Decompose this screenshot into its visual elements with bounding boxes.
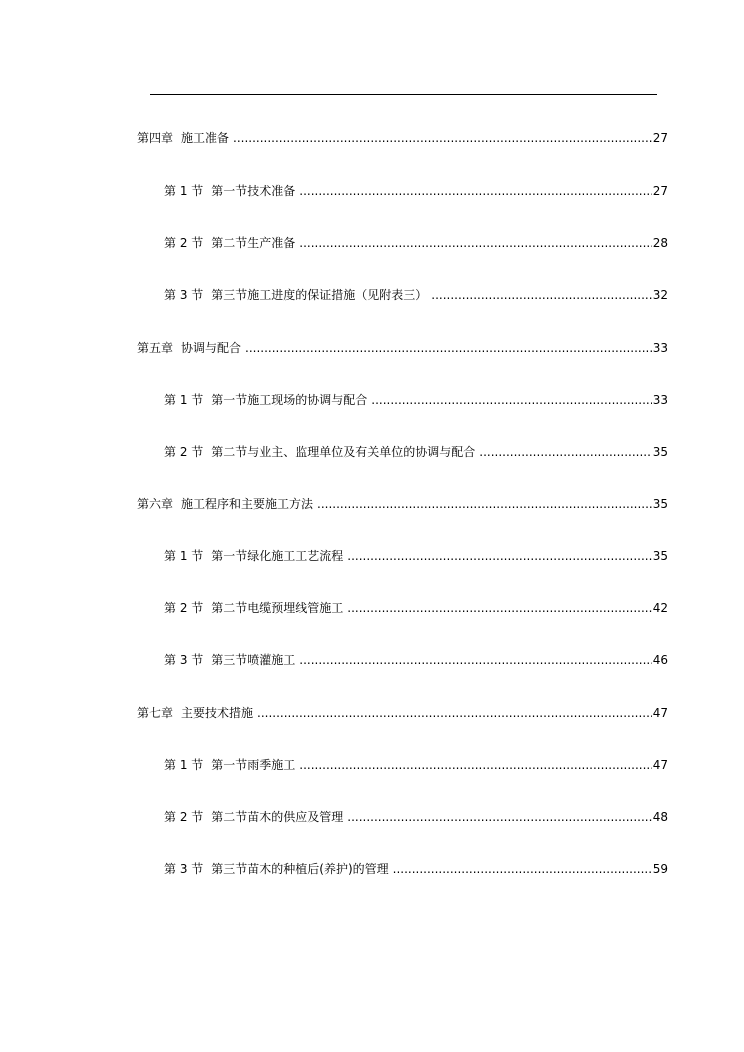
dot-leader [299,233,651,253]
toc-entry-title: 第一节施工现场的协调与配合 [211,393,368,407]
toc-entry-page: 33 [652,393,668,407]
dot-leader [347,807,651,827]
toc-entry-section[interactable] [164,181,668,201]
dot-leader [299,650,651,670]
toc-entry-section[interactable] [164,390,668,410]
toc-entry-page: 35 [652,549,668,563]
toc-entry-section[interactable] [164,650,668,670]
toc-entry-number: 第 3 节 [164,653,204,667]
toc-entry-page: 35 [652,497,668,511]
dot-leader [347,546,651,566]
toc-entry-title: 第二节电缆预埋线管施工 [211,601,344,615]
toc-entry-number: 第 1 节 [164,758,204,772]
toc-entry-chapter-5[interactable] [137,338,668,358]
toc-entry-page: 42 [652,601,668,615]
toc-entry-title: 施工准备 [181,131,230,145]
toc-entry-page: 27 [652,184,668,198]
toc-entry-section[interactable] [164,233,668,253]
toc-entry-page: 47 [652,706,668,720]
toc-entry-number: 第 3 节 [164,288,204,302]
dot-leader [233,128,652,148]
toc-entry-page: 47 [652,758,668,772]
toc-entry-page: 32 [652,288,668,302]
toc-entry-section[interactable] [164,442,668,462]
toc-entry-title: 第三节施工进度的保证措施（见附表三） [211,288,428,302]
toc-entry-number: 第 1 节 [164,393,204,407]
toc-entry-page: 59 [652,862,668,876]
toc-entry-number: 第四章 [137,131,174,145]
toc-entry-page: 35 [652,445,668,459]
toc-entry-page: 46 [652,653,668,667]
toc-entry-page: 27 [652,131,668,145]
toc-entry-number: 第 2 节 [164,810,204,824]
toc-entry-number: 第 2 节 [164,445,204,459]
toc-entry-page: 33 [652,341,668,355]
toc-entry-section[interactable] [164,807,668,827]
toc-entry-title: 主要技术措施 [181,706,254,720]
dot-leader [431,285,651,305]
toc-entry-number: 第 3 节 [164,862,204,876]
dot-leader [347,598,651,618]
toc-entry-title: 第二节生产准备 [211,236,296,250]
dot-leader [299,755,651,775]
toc-entry-section[interactable] [164,859,668,879]
dot-leader [245,338,652,358]
toc-entry-title: 第三节喷灌施工 [211,653,296,667]
toc-entry-number: 第六章 [137,497,174,511]
toc-entry-number: 第 2 节 [164,236,204,250]
toc-entry-title: 第二节与业主、监理单位及有关单位的协调与配合 [211,445,476,459]
dot-leader [317,494,652,514]
toc-entry-title: 第一节雨季施工 [211,758,296,772]
toc-entry-number: 第 1 节 [164,549,204,563]
toc-entry-section[interactable] [164,546,668,566]
toc-entry-chapter-6[interactable] [137,494,668,514]
toc-entry-number: 第 2 节 [164,601,204,615]
toc-entry-title: 协调与配合 [181,341,242,355]
toc-entry-number: 第 1 节 [164,184,204,198]
dot-leader [393,859,652,879]
dot-leader [257,703,652,723]
toc-entry-section[interactable] [164,285,668,305]
toc-entry-page: 28 [652,236,668,250]
toc-entry-number: 第七章 [137,706,174,720]
toc-entry-page: 48 [652,810,668,824]
toc-entry-section[interactable] [164,598,668,618]
toc-entry-number: 第五章 [137,341,174,355]
toc-entry-title: 第二节苗木的供应及管理 [211,810,344,824]
toc-entry-title: 第一节绿化施工工艺流程 [211,549,344,563]
toc-entry-chapter-7[interactable] [137,703,668,723]
toc-entry-title: 第一节技术准备 [211,184,296,198]
dot-leader [479,442,651,462]
toc-entry-chapter-4[interactable] [137,128,668,148]
dot-leader [299,181,651,201]
toc-entry-section[interactable] [164,755,668,775]
toc-entry-title: 第三节苗木的种植后(养护)的管理 [211,862,389,876]
dot-leader [371,390,651,410]
toc-entry-title: 施工程序和主要施工方法 [181,497,314,511]
